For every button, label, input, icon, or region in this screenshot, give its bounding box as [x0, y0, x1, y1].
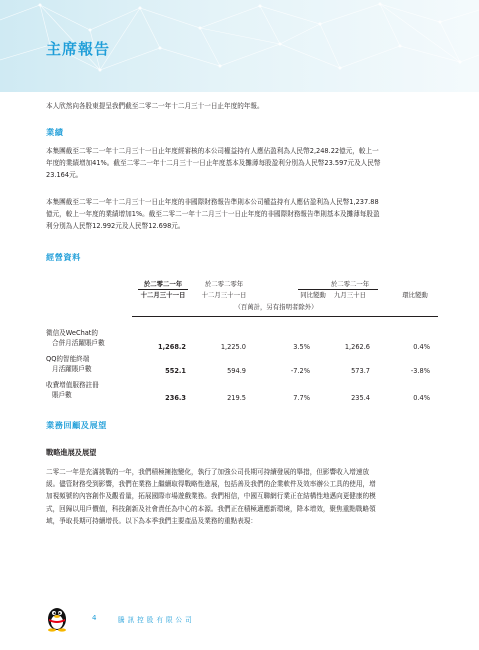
row-qq-label: QQ的智能終端 月活躍賬戶數	[46, 355, 92, 373]
strategy-subheading: 戰略進展及展望	[46, 448, 97, 457]
row-wechat-sep: 1,262.6	[344, 343, 370, 351]
row-qq-sep: 573.7	[351, 367, 370, 375]
col-2020-header: 於二零二零年 十二月三十一日	[201, 280, 247, 299]
row-vas-2021: 236.3	[165, 394, 186, 402]
business-heading: 業務回顧及展望	[46, 420, 107, 430]
row-vas-yoy: 7.7%	[293, 394, 310, 402]
col-qoq-header: 環比變動	[402, 291, 428, 299]
company-name: 騰訊控股有限公司	[118, 616, 195, 624]
row-vas-label: 收費增值服務註冊 賬戶數	[46, 381, 99, 399]
row-wechat-qoq: 0.4%	[413, 343, 430, 351]
row-wechat-yoy: 3.5%	[293, 343, 310, 351]
results-heading: 業績	[46, 127, 64, 137]
row-wechat-2020: 1,225.0	[220, 343, 246, 351]
unit-note: （百萬計，另有指明者除外）	[234, 303, 318, 311]
row-vas-qoq: 0.4%	[413, 394, 430, 402]
row-vas-2020: 219.5	[227, 394, 246, 402]
col-yoy-header: 同比變動	[300, 291, 326, 299]
col-sep-rule	[298, 289, 378, 290]
row-qq-yoy: -7.2%	[290, 367, 310, 375]
row-qq-2020: 594.9	[227, 367, 246, 375]
qq-penguin-icon	[44, 604, 70, 632]
results-paragraph-1: 本集團截至二零二一年十二月三十一日止年度經審核的本公司權益持有人應佔盈利為人民幣2,248.22億元，較上一 年度的業績增加41%。截至二零二一年十二月三十一日止年度基本及攤薄每股盈利分別為人民幣23.597元及人民幣 23.164元。	[46, 147, 381, 180]
row-wechat-label: 微信及WeChat的 合併月活躍賬戶數	[46, 329, 105, 347]
col-2021-rule	[138, 289, 188, 290]
operating-heading: 經營資料	[46, 252, 81, 262]
strategy-paragraph: 二零二一年是充滿挑戰的一年，我們積極擁抱變化，執行了加強公司長期可持續發展的舉措，但影響收入增速放 緩。儘管財務受到影響，我們在業務上繼續取得戰略性進展，包括善及我們的企業軟件及效率辦公工具的使用，增 加視頻號的內容創作及觀看量，拓展國際市場遊戲業務。我們相信，中國互聯網行業正在結構性地邁向更健康的模 式，回歸以用戶價值，科技創新及社會責任為中心的本源。我們正在積極適應新環境，降本增效，聚焦重點戰略領 域，爭取長期可持續增長。以下為本季我們主要產品及業務的重點表現：	[46, 468, 376, 525]
col-2021-header: 於二零二一年 十二月三十一日	[140, 280, 186, 299]
row-wechat-2021: 1,268.2	[158, 343, 186, 351]
row-qq-qoq: -3.8%	[410, 367, 430, 375]
table-header-rule	[132, 316, 438, 317]
col-sep-header: 於二零二一年 九月三十日	[330, 280, 370, 299]
row-vas-sep: 235.4	[351, 394, 370, 402]
intro-paragraph: 本人欣然向各股東提呈我們截至二零二一年十二月三十一日止年度的年報。	[46, 102, 264, 110]
page-title: 主席報告	[46, 40, 111, 58]
page-number: 4	[92, 614, 97, 622]
row-qq-2021: 552.1	[165, 367, 186, 375]
results-paragraph-2: 本集團截至二零二一年十二月三十一日止年度的非國際財務報告準則本公司權益持有人應佔盈利為人民幣1,237.88 億元，較上一年度的業績增加1%。截至二零二一年十二月三十一日止年度的非國際財務報告準則基本及攤薄每股盈 利分別為人民幣12.992元及人民幣12.698元。	[46, 198, 380, 231]
